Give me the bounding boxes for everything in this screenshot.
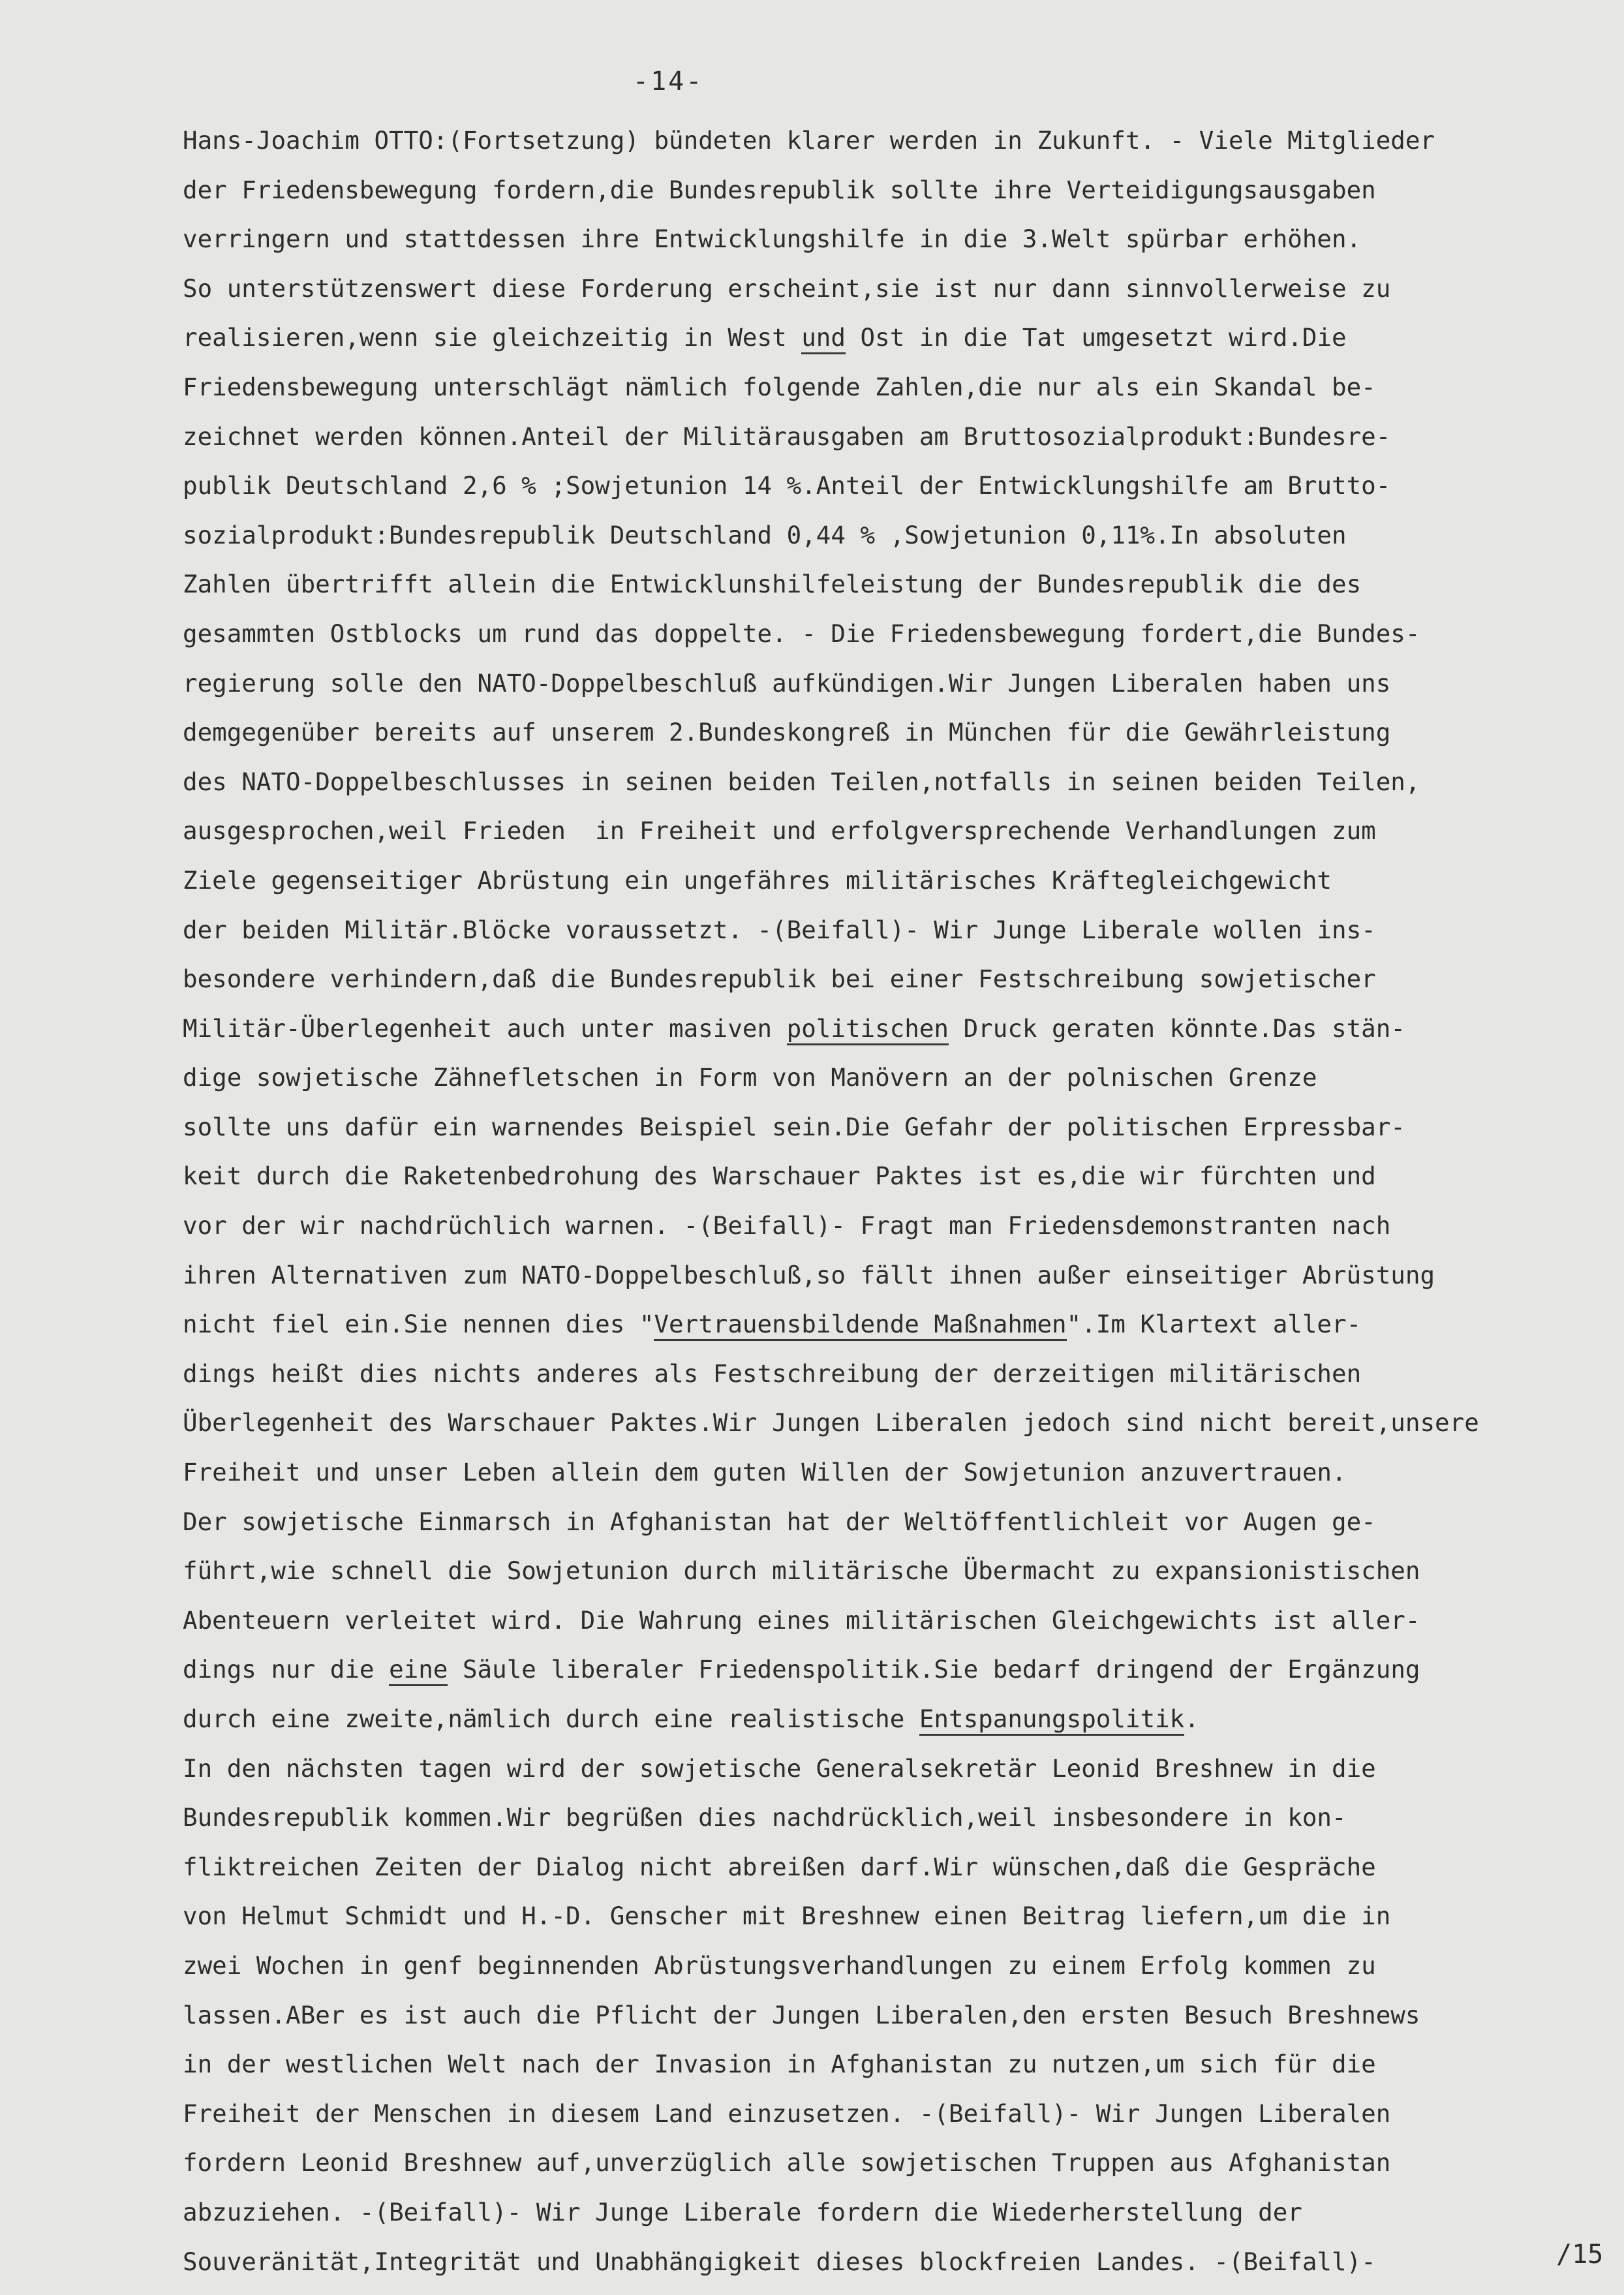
text-line	[183, 1498, 1618, 1547]
text-segment: zeichnet werden können.Anteil der Militärausgaben am Bruttosozialprodukt:Bundesre-	[183, 422, 1391, 451]
text-line	[183, 1201, 1618, 1251]
text-segment: ausgesprochen,weil Frieden in Freiheit und erfolgversprechende Verhandlungen zum	[183, 816, 1376, 846]
text-segment: Militär-Überlegenheit auch unter masiven	[183, 1013, 787, 1043]
underlined-phrase: und	[801, 323, 846, 354]
text-segment: fliktreichen Zeiten der Dialog nicht abreißen darf.Wir wünschen,daß die Gespräche	[183, 1852, 1376, 1881]
text-segment: der beiden Militär.Blöcke voraussetzt. -(Beifall)- Wir Junge Liberale wollen ins-	[183, 915, 1376, 944]
underlined-phrase: eine	[389, 1655, 448, 1686]
text-segment: realisieren,wenn sie gleichzeitig in West	[183, 323, 802, 352]
text-line	[183, 1991, 1618, 2041]
text-line	[183, 1300, 1618, 1349]
text-segment: Zahlen übertrifft allein die Entwicklunshilfeleistung der Bundesrepublik die des	[183, 570, 1362, 599]
text-line	[183, 363, 1618, 412]
text-segment: keit durch die Raketenbedrohung des Warschauer Paktes ist es,die wir fürchten und	[183, 1162, 1376, 1191]
text-line	[183, 215, 1618, 264]
text-line	[183, 166, 1618, 215]
text-segment: fordern Leonid Breshnew auf,unverzüglich alle sowjetischen Truppen aus Afghanistan	[183, 2148, 1391, 2178]
text-segment: Abenteuern verleitet wird. Die Wahrung eines militärischen Gleichgewichts ist aller-	[183, 1605, 1420, 1635]
text-segment: lassen.ABer es ist auch die Pflicht der Jungen Liberalen,den ersten Besuch Breshnews	[183, 2000, 1420, 2029]
text-segment: ".Im Klartext aller-	[1066, 1310, 1362, 1339]
text-segment: verringern und stattdessen ihre Entwicklungshilfe in die 3.Welt spürbar erhöhen.	[183, 224, 1362, 254]
text-segment: Säule liberaler Friedenspolitik.Sie bedarf dringend der Ergänzung	[448, 1655, 1420, 1684]
text-line	[183, 659, 1618, 709]
text-line	[183, 2040, 1618, 2089]
text-segment: des NATO-Doppelbeschlusses in seinen beiden Teilen,notfalls in seinen beiden Teilen,	[183, 767, 1420, 796]
text-segment: nicht fiel ein.Sie nennen dies "	[183, 1310, 654, 1339]
text-line	[183, 1004, 1618, 1054]
text-line	[183, 906, 1618, 955]
text-line	[183, 2089, 1618, 2139]
text-line	[183, 1695, 1618, 1744]
text-segment: dige sowjetische Zähnefletschen in Form von Manövern an der polnischen Grenze	[183, 1063, 1317, 1092]
text-segment: Ost in die Tat umgesetzt wird.Die	[845, 323, 1347, 352]
text-segment: vor der wir nachdrüchlich warnen. -(Beifall)- Fragt man Friedensdemonstranten nach	[183, 1211, 1391, 1240]
text-segment: der Friedensbewegung fordern,die Bundesrepublik sollte ihre Verteidigungsausgaben	[183, 175, 1376, 204]
text-line	[183, 609, 1618, 659]
text-segment: Überlegenheit des Warschauer Paktes.Wir Jungen Liberalen jedoch sind nicht bereit,unsere	[183, 1408, 1479, 1438]
text-segment: demgegenüber bereits auf unserem 2.Bundeskongreß in München für die Gewährleistung	[183, 718, 1391, 747]
text-line	[183, 955, 1618, 1004]
page-number: -14-	[633, 67, 704, 97]
text-segment: abzuziehen. -(Beifall)- Wir Junge Liberale fordern die Wiederherstellung der	[183, 2197, 1302, 2226]
text-segment: dings heißt dies nichts anderes als Festschreibung der derzeitigen militärischen	[183, 1359, 1362, 1388]
text-line	[183, 2138, 1618, 2188]
text-line	[183, 1744, 1618, 1794]
text-segment: Der sowjetische Einmarsch in Afghanistan hat der Weltöffentlichleit vor Augen ge-	[183, 1507, 1376, 1536]
text-line	[183, 1547, 1618, 1596]
text-segment: Freiheit und unser Leben allein dem guten Willen der Sowjetunion anzuvertrauen.	[183, 1458, 1347, 1487]
text-segment: Souveränität,Integrität und Unabhängigkeit dieses blockfreien Landes. -(Beifall)-	[183, 2247, 1376, 2276]
text-segment: ihren Alternativen zum NATO-Doppelbeschluß,so fällt ihnen außer einseitiger Abrüstung	[183, 1260, 1435, 1289]
text-line	[183, 1793, 1618, 1843]
text-line	[183, 461, 1618, 511]
text-segment: durch eine zweite,nämlich durch eine realistische	[183, 1704, 919, 1733]
continuation-marker: /15	[1556, 2240, 1604, 2270]
text-segment: in der westlichen Welt nach der Invasion in Afghanistan zu nutzen,um sich für die	[183, 2050, 1376, 2079]
text-line	[183, 1448, 1618, 1498]
text-line	[183, 1941, 1618, 1991]
underlined-phrase: Entspanungspolitik	[919, 1704, 1184, 1736]
text-line	[183, 412, 1618, 462]
text-segment: führt,wie schnell die Sowjetunion durch militärische Übermacht zu expansionistischen	[183, 1556, 1420, 1586]
text-segment: So unterstützenswert diese Forderung erscheint,sie ist nur dann sinnvollerweise zu	[183, 273, 1391, 303]
text-line	[183, 708, 1618, 758]
text-line	[183, 807, 1618, 856]
text-segment: Freiheit der Menschen in diesem Land einzusetzen. -(Beifall)- Wir Jungen Liberalen	[183, 2099, 1391, 2128]
text-line	[183, 116, 1618, 166]
text-segment: Friedensbewegung unterschlägt nämlich folgende Zahlen,die nur als ein Skandal be-	[183, 372, 1376, 401]
text-line	[183, 1596, 1618, 1646]
speech-transcript-body	[183, 116, 1618, 2287]
text-line	[183, 1053, 1618, 1103]
text-line	[183, 1892, 1618, 1941]
text-segment: publik Deutschland 2,6 % ;Sowjetunion 14 %.Anteil der Entwicklungshilfe am Brutto-	[183, 471, 1391, 501]
text-segment: Hans-Joachim OTTO:(Fortsetzung) bündeten klarer werden in Zukunft. - Viele Mitglieder	[183, 126, 1435, 155]
text-line	[183, 1349, 1618, 1399]
underlined-phrase: Vertrauensbildende Maßnahmen	[654, 1310, 1066, 1341]
text-line	[183, 264, 1618, 314]
text-line	[183, 2238, 1618, 2287]
text-segment: Druck geraten könnte.Das stän-	[949, 1013, 1405, 1043]
text-segment: sozialprodukt:Bundesrepublik Deutschland 0,44 % ,Sowjetunion 0,11%.In absoluten	[183, 520, 1347, 549]
text-segment: regierung solle den NATO-Doppelbeschluß aufkündigen.Wir Jungen Liberalen haben uns	[183, 668, 1391, 698]
text-segment: .	[1184, 1704, 1199, 1733]
text-line	[183, 1645, 1618, 1695]
text-line	[183, 1398, 1618, 1448]
text-line	[183, 1251, 1618, 1301]
text-line	[183, 313, 1618, 363]
text-segment: Ziele gegenseitiger Abrüstung ein ungefähres militärisches Kräftegleichgewicht	[183, 865, 1332, 895]
text-segment: Bundesrepublik kommen.Wir begrüßen dies nachdrücklich,weil insbesondere in kon-	[183, 1803, 1347, 1832]
text-segment: sollte uns dafür ein warnendes Beispiel sein.Die Gefahr der politischen Erpressbar-	[183, 1112, 1405, 1141]
text-line	[183, 2188, 1618, 2238]
text-segment: zwei Wochen in genf beginnenden Abrüstungsverhandlungen zu einem Erfolg kommen zu	[183, 1950, 1376, 1980]
text-segment: In den nächsten tagen wird der sowjetische Generalsekretär Leonid Breshnew in die	[183, 1753, 1376, 1783]
text-line	[183, 511, 1618, 561]
text-line	[183, 758, 1618, 807]
text-line	[183, 560, 1618, 609]
text-segment: besondere verhindern,daß die Bundesrepublik bei einer Festschreibung sowjetischer	[183, 964, 1376, 994]
text-segment: von Helmut Schmidt und H.-D. Genscher mit Breshnew einen Beitrag liefern,um die in	[183, 1902, 1391, 1931]
text-line	[183, 1152, 1618, 1201]
underlined-phrase: politischen	[787, 1014, 949, 1045]
text-line	[183, 856, 1618, 906]
text-line	[183, 1103, 1618, 1152]
text-segment: dings nur die	[183, 1655, 390, 1684]
text-line	[183, 1843, 1618, 1892]
text-segment: gesammten Ostblocks um rund das doppelte. - Die Friedensbewegung fordert,die Bundes-	[183, 619, 1420, 648]
